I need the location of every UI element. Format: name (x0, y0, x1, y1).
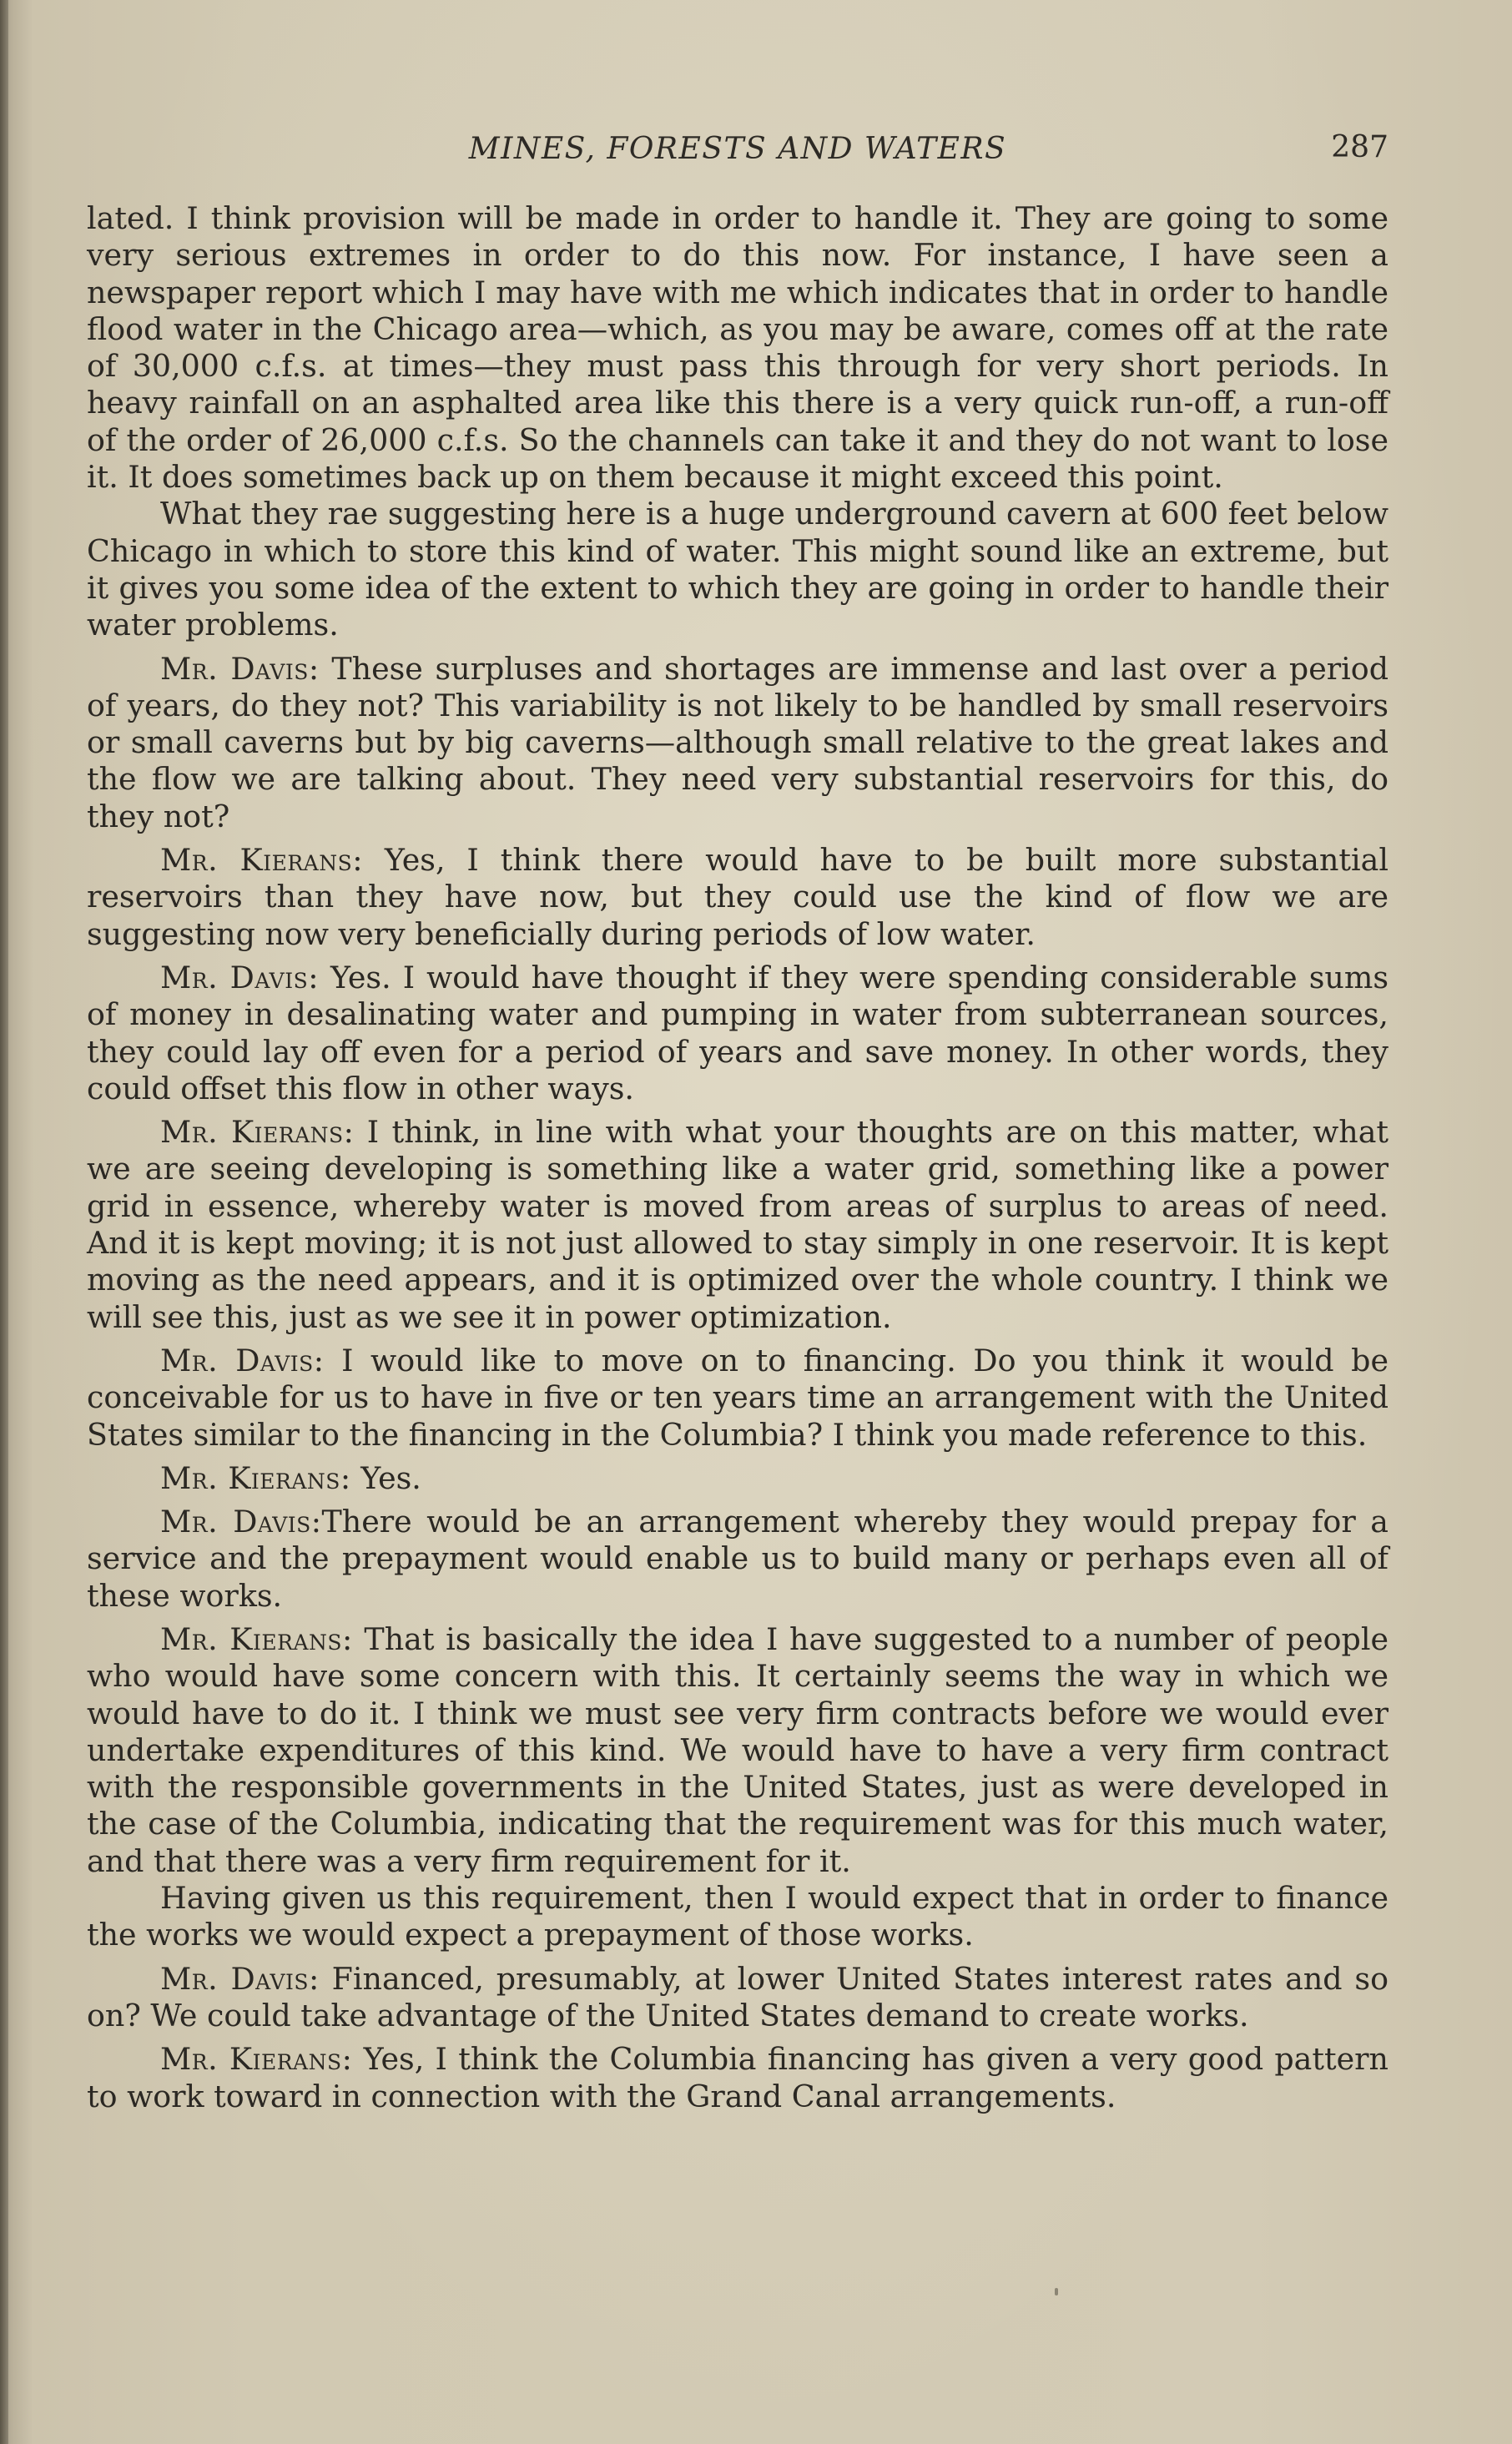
speaker-label: Mr. Kierans: (160, 2041, 353, 2078)
ink-speck (1055, 2288, 1058, 2295)
paragraph-text: Financed, presumably, at lower United States interest rates and so on? We could take advantage of the United States demand to create works. (87, 1960, 1389, 2033)
speaker-label: Mr. Davis: (160, 1960, 320, 1997)
paragraph-12 (87, 1961, 1389, 2035)
speaker-label: Mr. Davis: (160, 959, 319, 995)
paragraph-text: That is basically the idea I have suggested to a number of people who would have some concern with this. It certainly seems the way in which we would have to do it. I think we must see very firm contracts before we would ever undertake expenditures of this kind. We would have to have a very firm contract with the responsible governments in the United States, just as were developed in the case of the Columbia, indicating that the requirement was for this much water, and that there was a very firm requirement for it. (87, 1620, 1389, 1879)
paragraph-13 (87, 2041, 1389, 2115)
speaker-label: Mr. Kierans: (160, 1620, 353, 1657)
paragraph-text: These surpluses and shortages are immense and last over a period of years, do they not? This variability is not likely to be handled by small reservoirs or small caverns but by big caverns—although small relative to the great lakes and the flow we are talking about. They need very substantial reservoirs for this, do they not? (87, 650, 1389, 834)
speaker-label: Mr. Kierans: (160, 1114, 355, 1151)
speaker-label: Mr. Davis: (160, 1504, 322, 1540)
page-header (87, 125, 1389, 175)
paragraph-11 (87, 1880, 1389, 1954)
speaker-label: Mr. Kierans: (160, 842, 363, 879)
paragraph-7 (87, 1343, 1389, 1454)
paragraph-1 (87, 200, 1389, 496)
paragraph-5 (87, 960, 1389, 1107)
page-number: 287 (1331, 130, 1389, 164)
paragraph-text: Yes. (350, 1459, 421, 1496)
running-head: MINES, FORESTS AND WATERS (468, 132, 1007, 166)
book-spine-shadow (0, 0, 8, 2444)
paragraph-10 (87, 1621, 1389, 1880)
paragraph-text: Yes, I think the Columbia financing has given a very good pattern to work toward in connection with the Grand Canal arrangements. (87, 2041, 1389, 2114)
paragraph-2 (87, 496, 1389, 643)
paragraph-8 (87, 1460, 1389, 1497)
speaker-label: Mr. Davis: (160, 1342, 325, 1378)
body-text (87, 200, 1389, 2115)
paragraph-6 (87, 1114, 1389, 1336)
paragraph-9 (87, 1504, 1389, 1615)
paragraph-text: lated. I think provision will be made in order to handle it. They are going to some very serious extremes in order to do this now. For instance, I have seen a newspaper report which I may have with me which indicates that in order to handle flood water in the Chicago area—which, as you may be aware, comes off at the rate of 30,000 c.f.s. at times—they must pass this through for very short periods. In heavy rainfall on an asphalted area like this there is a very quick run-off, a run-off of the order of 26,000 c.f.s. So the channels can take it and they do not want to lose it. It does sometimes back up on them because it might exceed this point. (87, 200, 1389, 496)
paragraph-text: Yes, I think there would have to be built more substantial reservoirs than they have now, but they could use the kind of flow we are suggesting now very beneficially during periods of low water. (87, 842, 1389, 952)
paragraph-text: There would be an arrangement whereby they would prepay for a service and the prepayment would enable us to build many or perhaps even all of these works. (87, 1504, 1389, 1614)
speaker-label: Mr. Kierans: (160, 1459, 351, 1496)
paragraph-text: I would like to move on to financing. Do you think it would be conceivable for us to have in five or ten years time an arrangement with the United States similar to the financing in the Columbia? I think you made reference to this. (87, 1342, 1389, 1453)
paragraph-3 (87, 651, 1389, 835)
paragraph-text: Yes. I would have thought if they were spending considerable sums of money in desalinating water and pumping in water from subterranean sources, they could lay off even for a period of years and save money. In other words, they could offset this flow in other ways. (87, 959, 1389, 1106)
paragraph-4 (87, 842, 1389, 953)
paragraph-text: What they rae suggesting here is a huge underground cavern at 600 feet below Chicago in which to store this kind of water. This might sound like an extreme, but it gives you some idea of the extent to which they are going in order to handle their water problems. (87, 496, 1389, 643)
paragraph-text: Having given us this requirement, then I would expect that in order to finance the works we would expect a prepayment of those works. (87, 1880, 1389, 1953)
paragraph-text: I think, in line with what your thoughts are on this matter, what we are seeing developing is something like a water grid, something like a power grid in essence, whereby water is moved from areas of surplus to areas of need. And it is kept moving; it is not just allowed to stay simply in one reservoir. It is kept moving as the need appears, and it is optimized over the whole country. I think we will see this, just as we see it in power optimization. (87, 1114, 1389, 1335)
speaker-label: Mr. Davis: (160, 650, 320, 687)
